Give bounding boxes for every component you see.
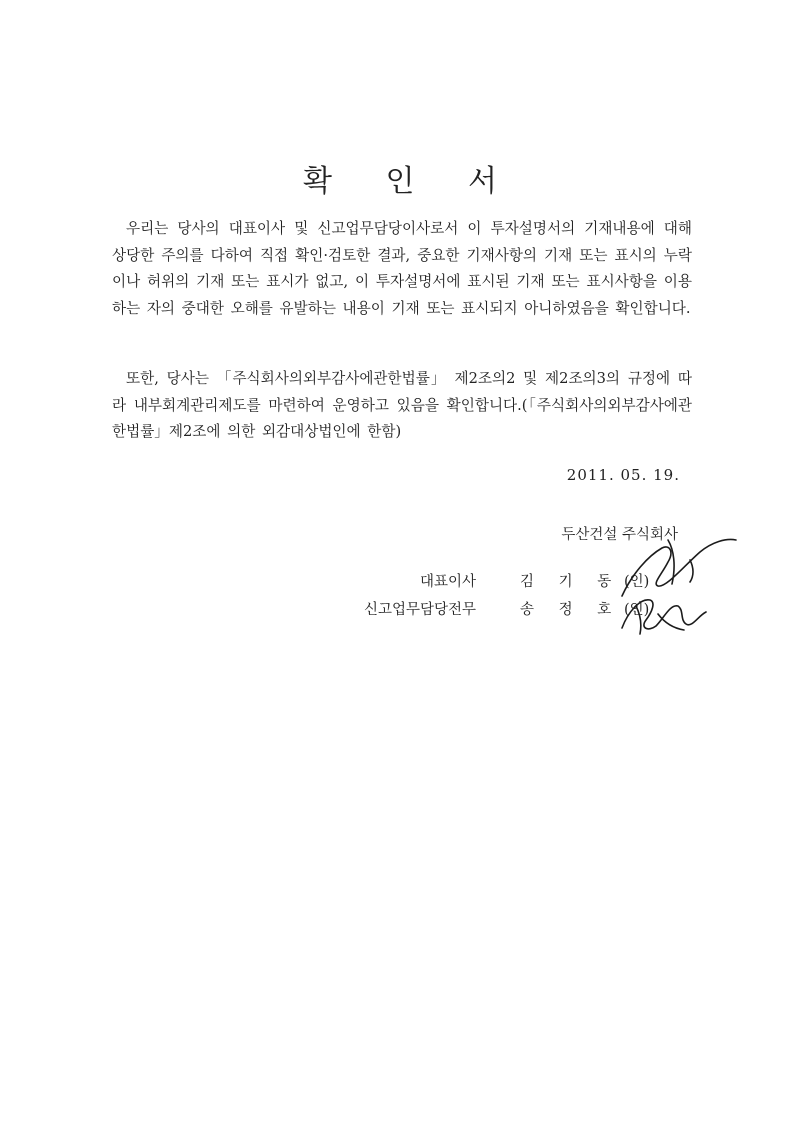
signatory-row-ceo <box>0 570 800 590</box>
signatory-name: 송 정 호 <box>520 602 622 618</box>
confirmation-paragraph: 우리는 당사의 대표이사 및 신고업무담당이사로서 이 투자설명서의 기재내용에 대해 상당한 주의를 다하여 직접 확인·검토한 결과, 중요한 기재사항의 기재 또는 표시의 누락이나 허위의 기재 또는 표시가 없고, 이 투자설명서에 표시된 기재 또는 표시사항을 이용하는 자의 중대한 오해를 유발하는 내용이 기재 또는 표시되지 아니하였음을 확인합니다. <box>112 220 692 317</box>
seal-mark: (인) <box>624 602 650 618</box>
seal-mark: (인) <box>624 574 650 590</box>
internal-control-paragraph: 또한, 당사는 「주식회사의외부감사에관한법률」 제2조의2 및 제2조의3의 규정에 따라 내부회계관리제도를 마련하여 운영하고 있음을 확인합니다.(「주식회사의외부감사에관한법률」제2조에 의한 외감대상법인에 한함) <box>112 370 692 440</box>
document-date: 2011. 05. 19. <box>566 466 680 484</box>
company-name: 두산건설 주식회사 <box>561 527 678 543</box>
document-title: 확 인 서 <box>302 164 519 199</box>
signatory-role: 대표이사 <box>419 574 476 590</box>
signatory-row-filing-officer <box>0 598 800 618</box>
signatory-name: 김 기 동 <box>520 574 622 590</box>
signatory-role: 신고업무담당전무 <box>363 602 476 618</box>
